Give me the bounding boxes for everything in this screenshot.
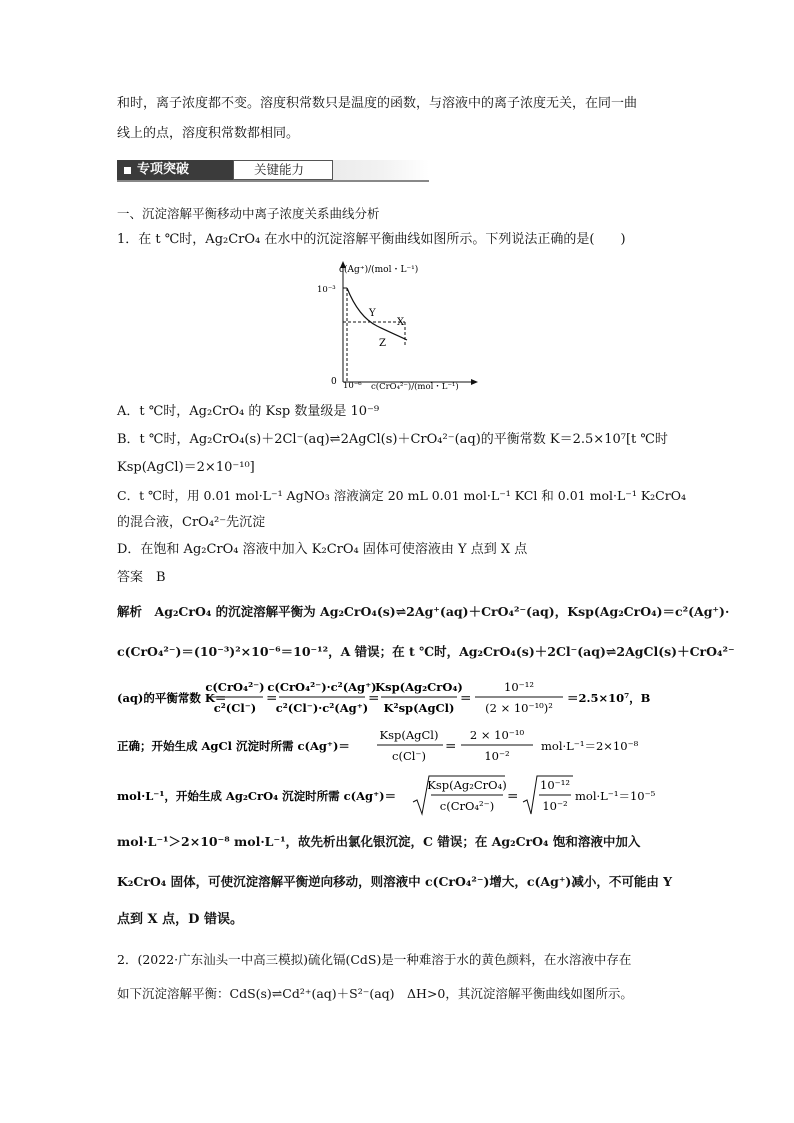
banner-tab xyxy=(233,160,333,180)
banner-title: 专项突破 xyxy=(137,162,190,177)
option-d: D．在饱和 Ag₂CrO₄ 溶液中加入 K₂CrO₄ 固体可使溶液由 Y 点到 X 点 xyxy=(117,542,528,557)
option-b-line-2: Ksp(AgCl)＝2×10⁻¹⁰] xyxy=(117,460,255,475)
line3-suffix: ＝2.5×10⁷，B xyxy=(567,691,651,705)
analysis-line-3 xyxy=(117,676,677,720)
equilibrium-curve xyxy=(347,288,407,340)
question-2-line-1: 2．(2022·广东汕头一中高三模拟)硫化镉(CdS)是一种难溶于水的黄色颜料，在水溶液中存在 xyxy=(117,952,632,967)
analysis-line-8: 点到 X 点，D 错误。 xyxy=(117,912,243,927)
point-y-label: Y xyxy=(369,308,376,319)
svg-text:＝: ＝ xyxy=(266,691,278,705)
analysis-line-7: K₂CrO₄ 固体，可使沉淀溶解平衡逆向移动，则溶液中 c(CrO₄²⁻)增大，c(Ag⁺)减小，不可能由 Y xyxy=(117,874,673,889)
line5-prefix: mol·L⁻¹，开始生成 Ag₂CrO₄ 沉淀时所需 c(Ag⁺)＝ xyxy=(117,789,397,803)
question-2-line-2: 如下沉淀溶解平衡：CdS(s)⇌Cd²⁺(aq)＋S²⁻(aq) ΔH>0，其沉淀溶解平衡曲线如图所示。 xyxy=(117,986,633,1001)
section-banner xyxy=(117,158,429,182)
point-x-label: X xyxy=(397,317,405,328)
svg-text:＝: ＝ xyxy=(507,789,519,803)
line3-frac4-den: (2 × 10⁻¹⁰)² xyxy=(485,701,553,715)
analysis-line-3-formula xyxy=(117,676,677,720)
analysis-line-1: 解析 Ag₂CrO₄ 的沉淀溶解平衡为 Ag₂CrO₄(s)⇌2Ag⁺(aq)＋CrO₄²⁻(aq)，Ksp(Ag₂CrO₄)＝c²(Ag⁺)· xyxy=(117,604,730,619)
y-axis-label: c(Ag⁺)/(mol・L⁻¹) xyxy=(339,265,419,275)
banner-underline xyxy=(117,180,429,182)
line5-frac2-den: 10⁻² xyxy=(542,799,568,813)
line3-frac1-den: c²(Cl⁻) xyxy=(213,701,257,715)
option-c-line-2: 的混合液，CrO₄²⁻先沉淀 xyxy=(117,515,266,530)
section-heading: 一、沉淀溶解平衡移动中离子浓度关系曲线分析 xyxy=(117,206,380,221)
analysis-line-5-formula xyxy=(117,772,677,820)
line3-frac2-den: c²(Cl⁻)·c²(Ag⁺) xyxy=(275,701,369,715)
analysis-line-4 xyxy=(117,724,677,768)
option-c-line-1: C．t ℃时，用 0.01 mol·L⁻¹ AgNO₃ 溶液滴定 20 mL 0.01 mol·L⁻¹ KCl 和 0.01 mol·L⁻¹ K₂CrO₄ xyxy=(117,488,686,503)
point-z-label: Z xyxy=(379,338,386,349)
analysis-line-2: c(CrO₄²⁻)＝(10⁻³)²×10⁻⁶＝10⁻¹²，A 错误；在 t ℃时，Ag₂CrO₄(s)＋2Cl⁻(aq)⇌2AgCl(s)＋CrO₄²⁻ xyxy=(117,644,735,659)
svg-text:＝: ＝ xyxy=(445,739,457,753)
line3-frac2-num: c(CrO₄²⁻)·c²(Ag⁺) xyxy=(267,680,377,694)
line5-frac1-den: c(CrO₄²⁻) xyxy=(439,799,495,813)
y-tick-label: 10⁻³ xyxy=(317,285,336,295)
option-a: A．t ℃时，Ag₂CrO₄ 的 Ksp 数量级是 10⁻⁹ xyxy=(117,404,380,419)
line3-frac4-num: 10⁻¹² xyxy=(504,680,534,694)
line4-frac2-num: 2 × 10⁻¹⁰ xyxy=(469,728,525,742)
question-1-stem: 1．在 t ℃时，Ag₂CrO₄ 在水中的沉淀溶解平衡曲线如图所示。下列说法正确的是( ) xyxy=(117,232,626,247)
analysis-line-5 xyxy=(117,772,677,820)
square-bullet-icon xyxy=(124,167,131,174)
line3-frac3-num: Ksp(Ag₂CrO₄) xyxy=(375,680,463,694)
option-b-line-1: B．t ℃时，Ag₂CrO₄(s)＋2Cl⁻(aq)⇌2AgCl(s)＋CrO₄²⁻(aq)的平衡常数 K＝2.5×10⁷[t ℃时 xyxy=(117,432,668,447)
answer: 答案 B xyxy=(117,570,166,585)
line4-frac1-num: Ksp(AgCl) xyxy=(379,728,439,742)
solubility-equilibrium-figure xyxy=(305,258,490,398)
analysis-line-4-formula xyxy=(117,724,677,768)
line5-frac1-num: Ksp(Ag₂CrO₄) xyxy=(427,778,507,792)
intro-line-1: 和时，离子浓度都不变。溶度积常数只是温度的函数，与溶液中的离子浓度无关，在同一曲 xyxy=(117,96,638,111)
line4-frac1-den: c(Cl⁻) xyxy=(392,749,426,763)
origin-label: 0 xyxy=(331,377,337,387)
line3-prefix: (aq)的平衡常数 K＝ xyxy=(117,691,227,705)
line3-frac3-den: K²sp(AgCl) xyxy=(383,701,455,715)
svg-text:＝: ＝ xyxy=(368,691,380,705)
banner-tab-label: 关键能力 xyxy=(254,162,305,177)
x-tick-label: 10⁻⁶ xyxy=(343,381,362,391)
svg-text:＝: ＝ xyxy=(460,691,472,705)
line4-prefix: 正确；开始生成 AgCl 沉淀时所需 c(Ag⁺)＝ xyxy=(117,739,350,753)
line3-frac1-num: c(CrO₄²⁻) xyxy=(205,680,265,694)
line4-frac2-den: 10⁻² xyxy=(484,749,510,763)
analysis-line-6: mol·L⁻¹＞2×10⁻⁸ mol·L⁻¹，故先析出氯化银沉淀，C 错误；在 Ag₂CrO₄ 饱和溶液中加入 xyxy=(117,834,641,849)
line4-suffix: mol·L⁻¹＝2×10⁻⁸ xyxy=(541,739,639,753)
line5-suffix: mol·L⁻¹＝10⁻⁵ xyxy=(575,789,656,803)
line5-frac2-num: 10⁻¹² xyxy=(540,778,570,792)
x-axis-label: c(CrO₄²⁻)/(mol・L⁻¹) xyxy=(371,382,459,392)
intro-line-2: 线上的点，溶度积常数都相同。 xyxy=(117,126,300,141)
